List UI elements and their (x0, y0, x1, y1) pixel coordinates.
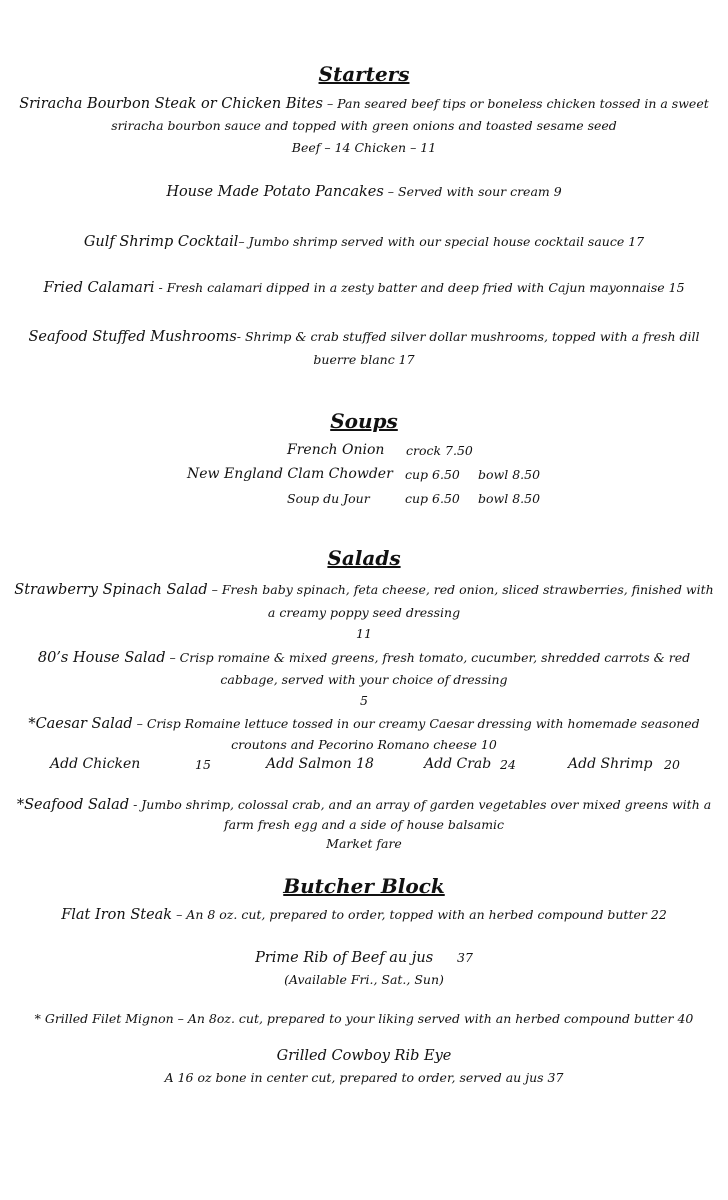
soup-price-bowl: bowl 8.50 (478, 467, 541, 482)
starter-item-sriracha (0, 96, 728, 112)
soup-price-cup: cup 6.50 (405, 467, 460, 482)
item-name: Sriracha Bourbon Steak or Chicken Bites (19, 96, 323, 112)
item-name: *Caesar Salad (28, 716, 133, 732)
item-name: Fried Calamari (43, 280, 155, 296)
salad-item-seafood (0, 797, 728, 813)
item-desc: - Shrimp & crab stuffed silver dollar mushrooms, topped with a fresh dill (236, 329, 700, 344)
butcher-item-filet-mignon: * Grilled Filet Mignon – An 8oz. cut, prepared to your liking served with an herbed compound butter 40 (34, 1011, 694, 1026)
item-name: Grilled Cowboy Rib Eye (276, 1048, 452, 1064)
starter-item-mushrooms (0, 329, 728, 345)
soup-name: Soup du Jour (287, 491, 370, 506)
item-price: Market fare (326, 836, 402, 851)
item-desc-cont: a creamy poppy seed dressing (267, 605, 461, 620)
item-desc: – An 8 oz. cut, prepared to order, topped with an herbed compound butter 22 (172, 907, 667, 922)
item-note: (Available Fri., Sat., Sun) (284, 972, 444, 987)
item-name: 80’s House Salad (37, 650, 166, 666)
item-price: 11 (356, 626, 372, 641)
addon-salmon: Add Salmon 18 (266, 756, 374, 772)
starter-item-potato-pancakes (0, 184, 728, 200)
item-name: Flat Iron Steak (61, 907, 173, 923)
item-name: Prime Rib of Beef au jus (255, 950, 434, 966)
soup-row-clam-chowder (0, 466, 728, 484)
item-desc: – Pan seared beef tips or boneless chicken tossed in a sweet (322, 96, 709, 111)
item-name: House Made Potato Pancakes (166, 184, 384, 200)
item-price: 5 (360, 693, 368, 708)
addon-crab: Add Crab (424, 756, 492, 772)
soup-price-cup: cup 6.50 (405, 491, 460, 506)
item-name: Strawberry Spinach Salad (14, 582, 208, 598)
item-desc: – Served with sour cream 9 (383, 184, 562, 199)
item-desc: – Crisp romaine & mixed greens, fresh tomato, cucumber, shredded carrots & red (165, 650, 691, 665)
butcher-item-prime-rib (0, 950, 728, 966)
item-desc: - Fresh calamari dipped in a zesty batter and deep fried with Cajun mayonnaise 15 (154, 280, 685, 295)
soup-row-soup-du-jour (0, 490, 728, 508)
item-name: Gulf Shrimp Cocktail (83, 234, 239, 250)
butcher-block-heading: Butcher Block (283, 874, 445, 898)
salad-item-house (0, 650, 728, 666)
addon-shrimp: Add Shrimp (568, 756, 653, 772)
item-desc: A 16 oz bone in center cut, prepared to order, served au jus 37 (164, 1070, 564, 1085)
salads-heading: Salads (327, 546, 401, 570)
salad-addons-row (0, 756, 728, 774)
salad-item-caesar (0, 716, 728, 732)
salad-item-strawberry-spinach (0, 582, 728, 598)
item-desc-cont: farm fresh egg and a side of house balsamic (223, 817, 505, 832)
butcher-item-flat-iron (0, 907, 728, 923)
soups-heading: Soups (330, 409, 398, 433)
soup-name: New England Clam Chowder (187, 466, 393, 482)
item-desc: – Crisp Romaine lettuce tossed in our creamy Caesar dressing with homemade seasoned (132, 716, 700, 731)
item-name: *Seafood Salad (16, 797, 130, 813)
soup-price-bowl: bowl 8.50 (478, 491, 541, 506)
item-desc-cont: sriracha bourbon sauce and topped with green onions and toasted sesame seed (111, 118, 617, 133)
item-price: 37 (457, 950, 473, 965)
soup-name: French Onion (287, 442, 385, 458)
butcher-item-cowboy-rib-eye (0, 1048, 728, 1064)
addon-chicken: Add Chicken (50, 756, 141, 772)
addon-crab-price: 24 (500, 757, 516, 772)
item-desc-cont: buerre blanc 17 (313, 352, 415, 367)
item-desc: - Jumbo shrimp, colossal crab, and an array of garden vegetables over mixed greens with a (129, 797, 712, 812)
item-desc: – Fresh baby spinach, feta cheese, red onion, sliced strawberries, finished with (207, 582, 714, 597)
item-price: Beef – 14 Chicken – 11 (291, 140, 437, 155)
soup-price-crock: crock 7.50 (406, 443, 473, 458)
addon-chicken-price: 15 (195, 757, 211, 772)
item-name: Seafood Stuffed Mushrooms (28, 329, 237, 345)
item-desc-cont: cabbage, served with your choice of dressing (220, 672, 508, 687)
starter-item-shrimp-cocktail (0, 234, 728, 250)
starter-item-calamari (0, 280, 728, 296)
addon-shrimp-price: 20 (664, 757, 680, 772)
item-desc-cont: croutons and Pecorino Romano cheese 10 (231, 737, 497, 752)
item-desc: – Jumbo shrimp served with our special house cocktail sauce 17 (238, 234, 645, 249)
soup-row-french-onion (0, 442, 728, 460)
starters-heading: Starters (318, 62, 410, 86)
